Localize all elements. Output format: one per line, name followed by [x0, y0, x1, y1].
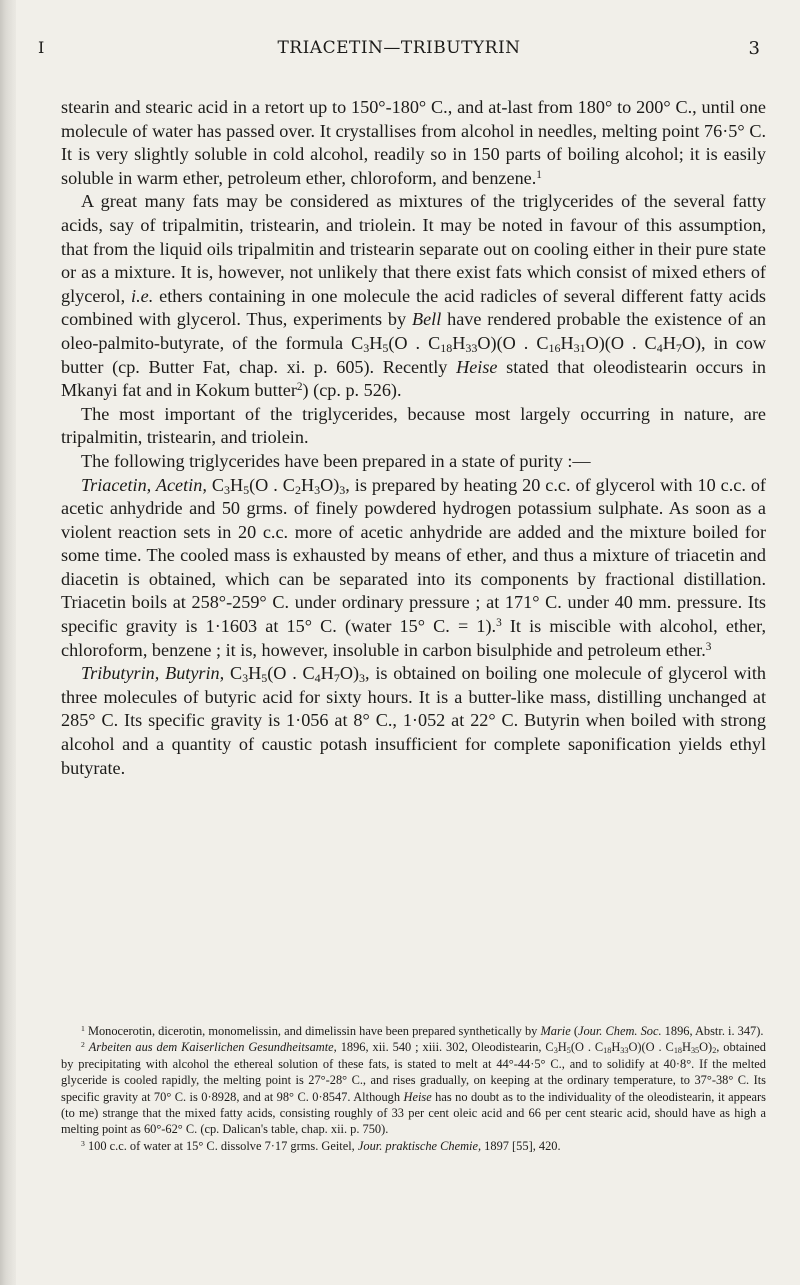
paragraph: A great many fats may be considered as mixtures of the triglycerides of the several fatty acids, say of tripalmitin, tristearin, and triolein. It may be noted in favour of this assumption, that from the liquid oils tripalmitin and tristearin separate out on cooling either in their pure state or as a mixture. It is, however, not unlikely that there exist fats which consist of mixed ethers of glycerol, i.e. ethers containing in one molecule the acid radicles of several different fatty acids combined with glycerol. Thus, experiments by Bell have rendered probable the existence of an oleo-palmito-butyrate, of the formula $C_3H_5(O$ . $C_{18}H_{33}O)(O$ . $C_{16}H_{31}O)(O$ . $C_4H_7O$), in cow butter (cp. Butter Fat, chap. xi. p. 605). Recently Heise stated that oleodistearin occurs in Mkanyi fat and in Kokum butter$^2$) (cp. p. 526).	[61, 191, 767, 401]
paragraph: Triacetin, Acetin, $C_3H_5(O$ . $C_2H_3O)_3$, is prepared by heating 20 c.c. of glycerol with 10 c.c. of acetic anhydride and 50 grms. of finely powdered hydrogen potassium sulphate. As soon as a violent reaction sets in 20 c.c. more of acetic anhydride are added and the mixture boiled for some time. The cooled mass is exhausted by means of ether, and thus a mixture of triacetin and diacetin is obtained, which can be separated into its components by fractional distillation. Triacetin boils at 258°-259° C. under ordinary pressure ; at 171° C. under 40 mm. pressure. Its specific gravity is 1·1603 at 15° C. (water 15° C. = 1).$^3$ It is miscible with alcohol, ether, chloroform, benzene ; it is, however, insoluble in carbon bisulphide and petroleum ether.$^3$	[61, 474, 767, 660]
footnote: $^3$ 100 c.c. of water at 15° C. dissolve 7·17 grms. Geitel, Jour. praktische Chemie, 1897 [55], 420.	[81, 1138, 561, 1153]
page-number: 3	[748, 38, 760, 59]
running-title: TRIACETIN—TRIBUTYRIN	[277, 38, 521, 58]
body-text	[61, 96, 766, 780]
page-binding-shadow	[0, 0, 16, 1285]
footnotes	[61, 1023, 766, 1154]
paragraph: The most important of the triglycerides, because most largely occurring in nature, are tripalmitin, tristearin, and triolein.	[61, 403, 766, 448]
footnote: $^1$ Monocerotin, dicerotin, monomelissin, and dimelissin have been prepared synthetically by Marie (Jour. Chem. Soc. 1896, Abstr. i. 347).	[81, 1023, 764, 1038]
paragraph: stearin and stearic acid in a retort up to 150°-180° C., and at-last from 180° to 200° C., until one molecule of water has passed over. It crystallises from alcohol in needles, melting point 76·5° C. It is very slightly soluble in cold alcohol, readily so in 150 parts of boiling alcohol; it is easily soluble in warm ether, petroleum ether, chloroform, and benzene.$^1$	[61, 97, 766, 188]
paragraph: Tributyrin, Butyrin, $C_3H_5(O$ . $C_4H_7O)_3$, is obtained on boiling one molecule of glycerol with three molecules of butyric acid for sixty hours. It is a butter-like mass, distilling unchanged at 285° C. Its specific gravity is 1·056 at 8° C., 1·052 at 22° C. Butyrin when boiled with strong alcohol and a quantity of caustic potash insufficient for complete saponification yields ethyl butyrate.	[61, 663, 766, 778]
paragraph: The following triglycerides have been prepared in a state of purity :—	[81, 450, 591, 471]
volume-number: I	[38, 38, 45, 57]
running-head	[38, 38, 760, 62]
footnote: $^2$ Arbeiten aus dem Kaiserlichen Gesundheitsamte, 1896, xii. 540 ; xiii. 302, Oleodistearin, $C_3H_5(O$ . $C_{18}H_{33}O)(O$ . $C_{18}H_{35}O)_2$, obtained by precipitating with alcohol the ethereal solution of these fats, is stated to melt at 44°-44·5° C., and to solidify at 40·8°. If the melted glyceride is cooled rapidly, the melting point is 27°-28° C., and rises gradually, on keeping at the ordinary temperature, to 37°-38° C. Its specific gravity at 70° C. is 0·8928, and at 98° C. 0·8547. Although Heise has no doubt as to the individuality of the oleodistearin, it appears (to me) strange that the mixed fatty acids, consisting roughly of 33 per cent oleic acid and 66 per cent stearic acid, should have as high a melting point as 60°-62° C. (cp. Dalican's table, chap. xii. p. 750).	[61, 1040, 766, 1137]
